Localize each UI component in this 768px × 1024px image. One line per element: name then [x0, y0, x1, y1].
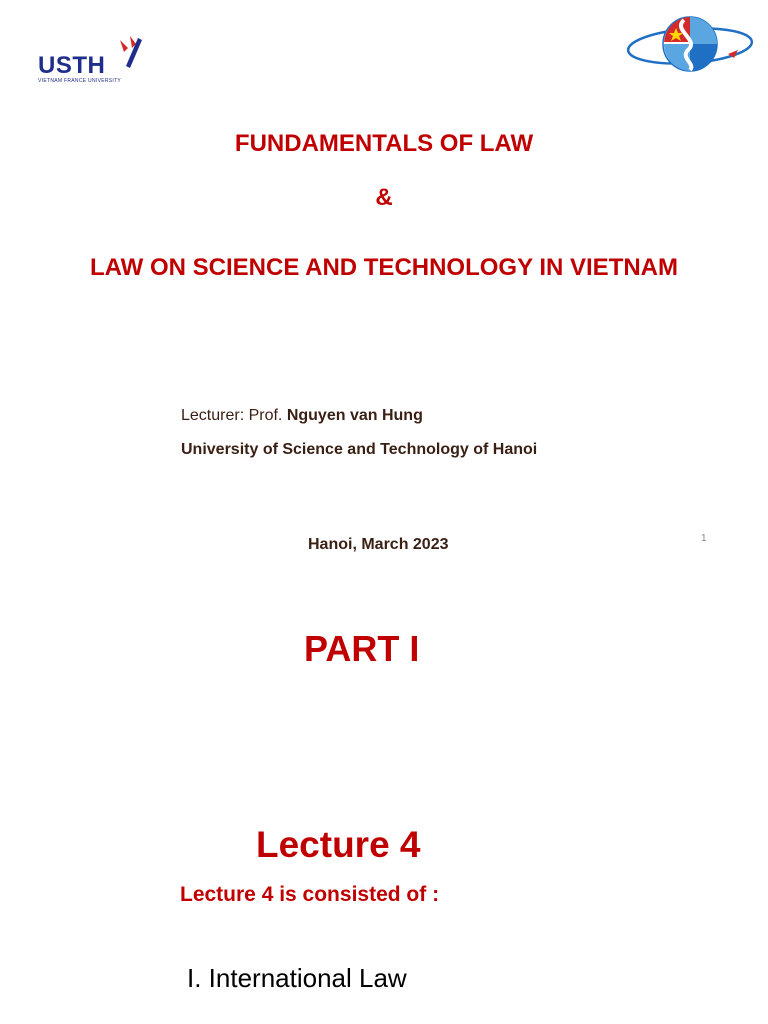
place-date: Hanoi, March 2023 — [308, 536, 449, 553]
course-subtitle: LAW ON SCIENCE AND TECHNOLOGY IN VIETNAM — [89, 254, 679, 281]
ministry-emblem-logo — [624, 14, 756, 78]
part-title: PART I — [304, 628, 420, 669]
usth-logo-mark-icon — [118, 34, 146, 74]
usth-logo-tagline: VIETNAM FRANCE UNIVERSITY — [38, 78, 122, 84]
lecture-subtitle: Lecture 4 is consisted of : — [180, 883, 440, 906]
course-title: FUNDAMENTALS OF LAW — [234, 130, 534, 157]
lecture-title: Lecture 4 — [256, 824, 421, 865]
lecture-item: I. International Law — [187, 963, 407, 993]
lecturer-name: Nguyen van Hung — [286, 407, 423, 424]
emblem-icon — [624, 14, 756, 78]
slide-number: 1 — [701, 533, 707, 544]
lecturer-label: Lecturer: Prof. — [181, 407, 287, 424]
lecturer-line — [181, 407, 423, 425]
title-ampersand: & — [375, 184, 393, 211]
usth-logo-wordmark: USTH — [38, 52, 106, 79]
usth-logo — [36, 34, 146, 84]
university-name: University of Science and Technology of Hanoi — [181, 441, 538, 458]
